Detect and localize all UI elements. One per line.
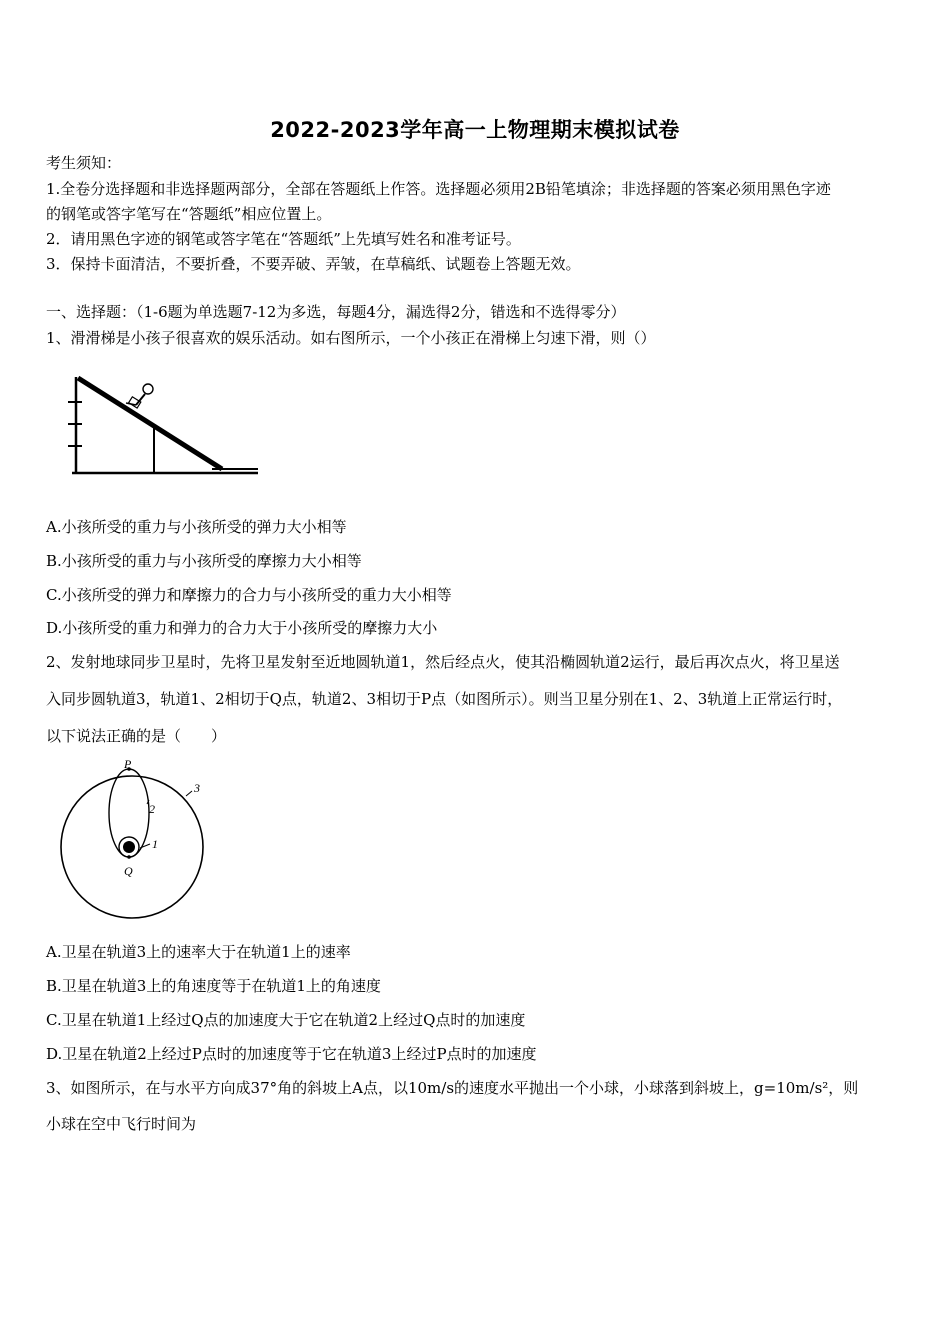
earth-icon [123,841,135,853]
notice-item-2: 2．请用黑色字迹的钢笔或答字笔在“答题纸”上先填写姓名和准考证号。 [46,230,521,248]
q2-option-b: B.卫星在轨道3上的角速度等于在轨道1上的角速度 [46,977,381,995]
label-orbit-1: 1 [152,837,158,851]
notice-item-1a: 1.全卷分选择题和非选择题两部分，全部在答题纸上作答。选择题必须用2B铅笔填涂；非选择题的答案必须用黑色字迹 [46,180,831,198]
q1-stem: 1、滑滑梯是小孩子很喜欢的娱乐活动。如右图所示，一个小孩正在滑梯上匀速下滑，则（） [46,329,656,347]
q2-option-c: C.卫星在轨道1上经过Q点的加速度大于它在轨道2上经过Q点时的加速度 [46,1011,526,1029]
label-orbit-3: 3 [194,781,200,795]
q2-stem-line-3: 以下说法正确的是（ ） [46,727,227,745]
label-q: Q [124,864,133,878]
q3-stem-line-2: 小球在空中飞行时间为 [46,1115,197,1133]
slide-figure [62,372,262,484]
page-title: 2022-2023学年高一上物理期末模拟试卷 [270,118,680,142]
q1-option-c: C.小孩所受的弹力和摩擦力的合力与小孩所受的重力大小相等 [46,586,452,604]
label-orbit-2: 2 [149,802,155,816]
q1-option-a: A.小孩所受的重力与小孩所受的弹力大小相等 [46,518,347,536]
orbit-figure [52,756,222,926]
notice-item-1b: 的钢笔或答字笔写在“答题纸”相应位置上。 [46,205,332,223]
section-heading: 一、选择题：（1-6题为单选题7-12为多选，每题4分，漏选得2分，错选和不选得零分） [46,303,626,321]
notice-heading: 考生须知： [46,154,122,172]
q1-option-d: D.小孩所受的重力和弹力的合力大于小孩所受的摩擦力大小 [46,619,438,637]
q2-stem-line-1: 2、发射地球同步卫星时，先将卫星发射至近地圆轨道1，然后经点火，使其沿椭圆轨道2运行，最后再次点火，将卫星送 [46,653,840,671]
q2-option-d: D.卫星在轨道2上经过P点时的加速度等于它在轨道3上经过P点时的加速度 [46,1045,537,1063]
q2-option-a: A.卫星在轨道3上的速率大于在轨道1上的速率 [46,943,351,961]
q1-option-b: B.小孩所受的重力与小孩所受的摩擦力大小相等 [46,552,362,570]
child-icon [126,384,153,408]
q3-stem-line-1: 3、如图所示，在与水平方向成37°角的斜坡上A点，以10m/s的速度水平抛出一个小球，小球落到斜坡上，g=10m/s²，则 [46,1079,859,1097]
label-p: P [124,757,132,771]
q2-stem-line-2: 入同步圆轨道3，轨道1、2相切于Q点，轨道2、3相切于P点（如图所示）。则当卫星分别在1、2、3轨道上正常运行时， [46,690,843,708]
notice-item-3: 3．保持卡面清洁，不要折叠，不要弄破、弄皱，在草稿纸、试题卷上答题无效。 [46,255,581,273]
point-q [127,855,131,859]
